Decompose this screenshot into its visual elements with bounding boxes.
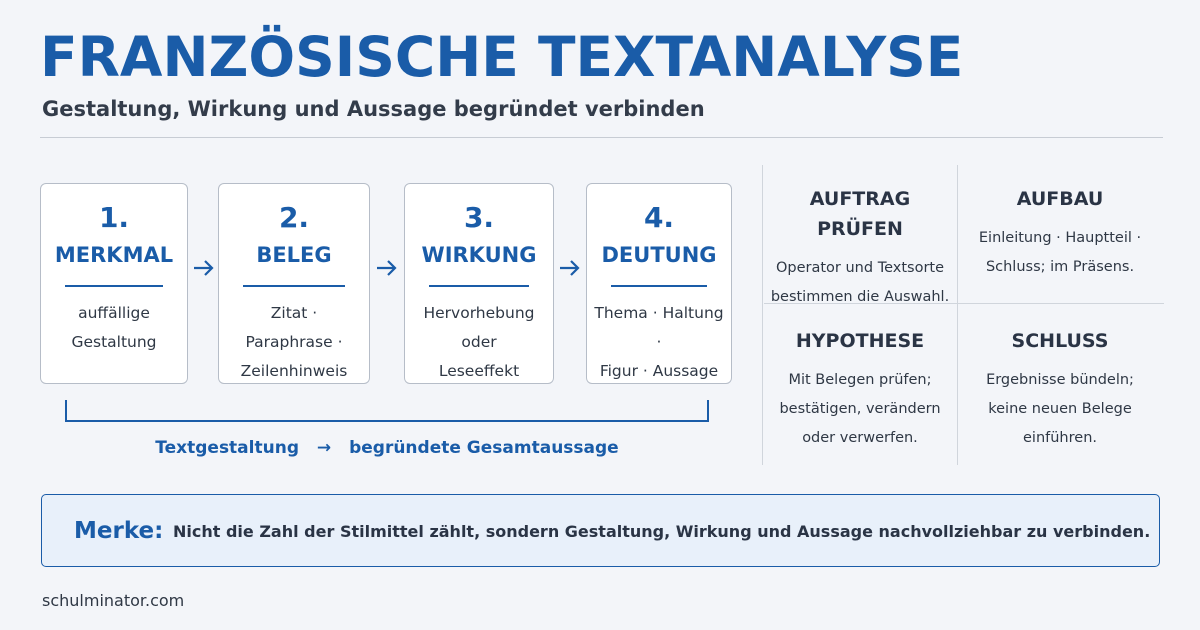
flow-caption-to: begründete Gesamtaussage	[349, 438, 619, 458]
step-title: DEUTUNG	[601, 243, 717, 267]
step-number: 1.	[98, 201, 130, 234]
grid-divider	[762, 165, 763, 465]
step-card-merkmal	[40, 183, 188, 384]
tip-heading: AUFBAU	[1016, 188, 1104, 210]
page-subtitle: Gestaltung, Wirkung und Aussage begründet verbinden	[42, 97, 705, 121]
step-underline	[65, 285, 163, 287]
tip-text-line: oder verwerfen.	[802, 430, 918, 446]
tip-text	[958, 224, 1162, 282]
page-title: FRANZÖSISCHE TEXTANALYSE	[40, 25, 964, 89]
merke-label: Merke:	[74, 518, 164, 544]
arrow-right-icon	[189, 256, 219, 280]
tip-text	[764, 254, 956, 312]
arrow-right-icon	[555, 256, 585, 280]
tip-text-line: Ergebnisse bündeln;	[986, 372, 1134, 388]
tip-hypothese	[764, 326, 956, 453]
tip-aufbau	[958, 184, 1162, 282]
step-card-beleg	[218, 183, 370, 384]
merke-box	[41, 494, 1160, 567]
step-description-line: Hervorhebung oder	[423, 304, 535, 351]
tip-text-line: Mit Belegen prüfen;	[788, 372, 932, 388]
step-title: WIRKUNG	[421, 243, 537, 267]
tip-text-line: Operator und Textsorte	[775, 260, 945, 276]
tip-text	[764, 366, 956, 453]
step-description	[411, 299, 547, 386]
flow-caption	[65, 434, 709, 462]
step-title: MERKMAL	[54, 243, 174, 267]
tip-heading: HYPOTHESE	[795, 330, 925, 352]
arrow-right-icon	[372, 256, 402, 280]
step-number: 4.	[643, 201, 675, 234]
tip-auftrag-pruefen	[764, 184, 956, 312]
step-description-line: Gestaltung	[71, 333, 157, 351]
step-description-line: Zeilenhinweis	[240, 362, 348, 380]
step-description	[593, 299, 725, 386]
step-card-deutung	[586, 183, 732, 384]
flow-caption-from: Textgestaltung	[155, 438, 299, 458]
step-description-line: Leseeffekt	[438, 362, 520, 380]
tip-heading: SCHLUSS	[1011, 330, 1109, 352]
step-underline	[429, 285, 529, 287]
tip-text-line: Einleitung · Hauptteil ·	[978, 230, 1142, 246]
merke-text: Nicht die Zahl der Stilmittel zählt, sondern Gestaltung, Wirkung und Aussage nachvollziehbar zu verbinden.	[173, 522, 1151, 541]
tip-text-line: einführen.	[1023, 430, 1097, 446]
flow-caption-arrow: →	[316, 438, 332, 458]
step-description-line: Zitat · Paraphrase ·	[245, 304, 343, 351]
step-number: 2.	[278, 201, 310, 234]
step-description	[47, 299, 181, 357]
step-description	[225, 299, 363, 386]
tip-text-line: Schluss; im Präsens.	[985, 259, 1135, 275]
tip-schluss	[958, 326, 1162, 453]
step-card-wirkung	[404, 183, 554, 384]
tip-text-line: keine neuen Belege	[988, 401, 1132, 417]
step-underline	[243, 285, 345, 287]
step-description-line: auffällige	[78, 304, 150, 322]
step-underline	[611, 285, 707, 287]
tip-text	[958, 366, 1162, 453]
step-title: BELEG	[256, 243, 332, 267]
tip-heading: AUFTRAG PRÜFEN	[809, 188, 911, 240]
step-number: 3.	[463, 201, 495, 234]
tip-text-line: bestätigen, verändern	[779, 401, 941, 417]
flow-bracket	[65, 400, 709, 422]
step-description-line: Thema · Haltung ·	[594, 304, 724, 351]
tip-text-line: bestimmen die Auswahl.	[770, 289, 950, 305]
footer-source: schulminator.com	[42, 591, 185, 610]
step-description-line: Figur · Aussage	[599, 362, 719, 380]
header-divider	[40, 137, 1163, 138]
